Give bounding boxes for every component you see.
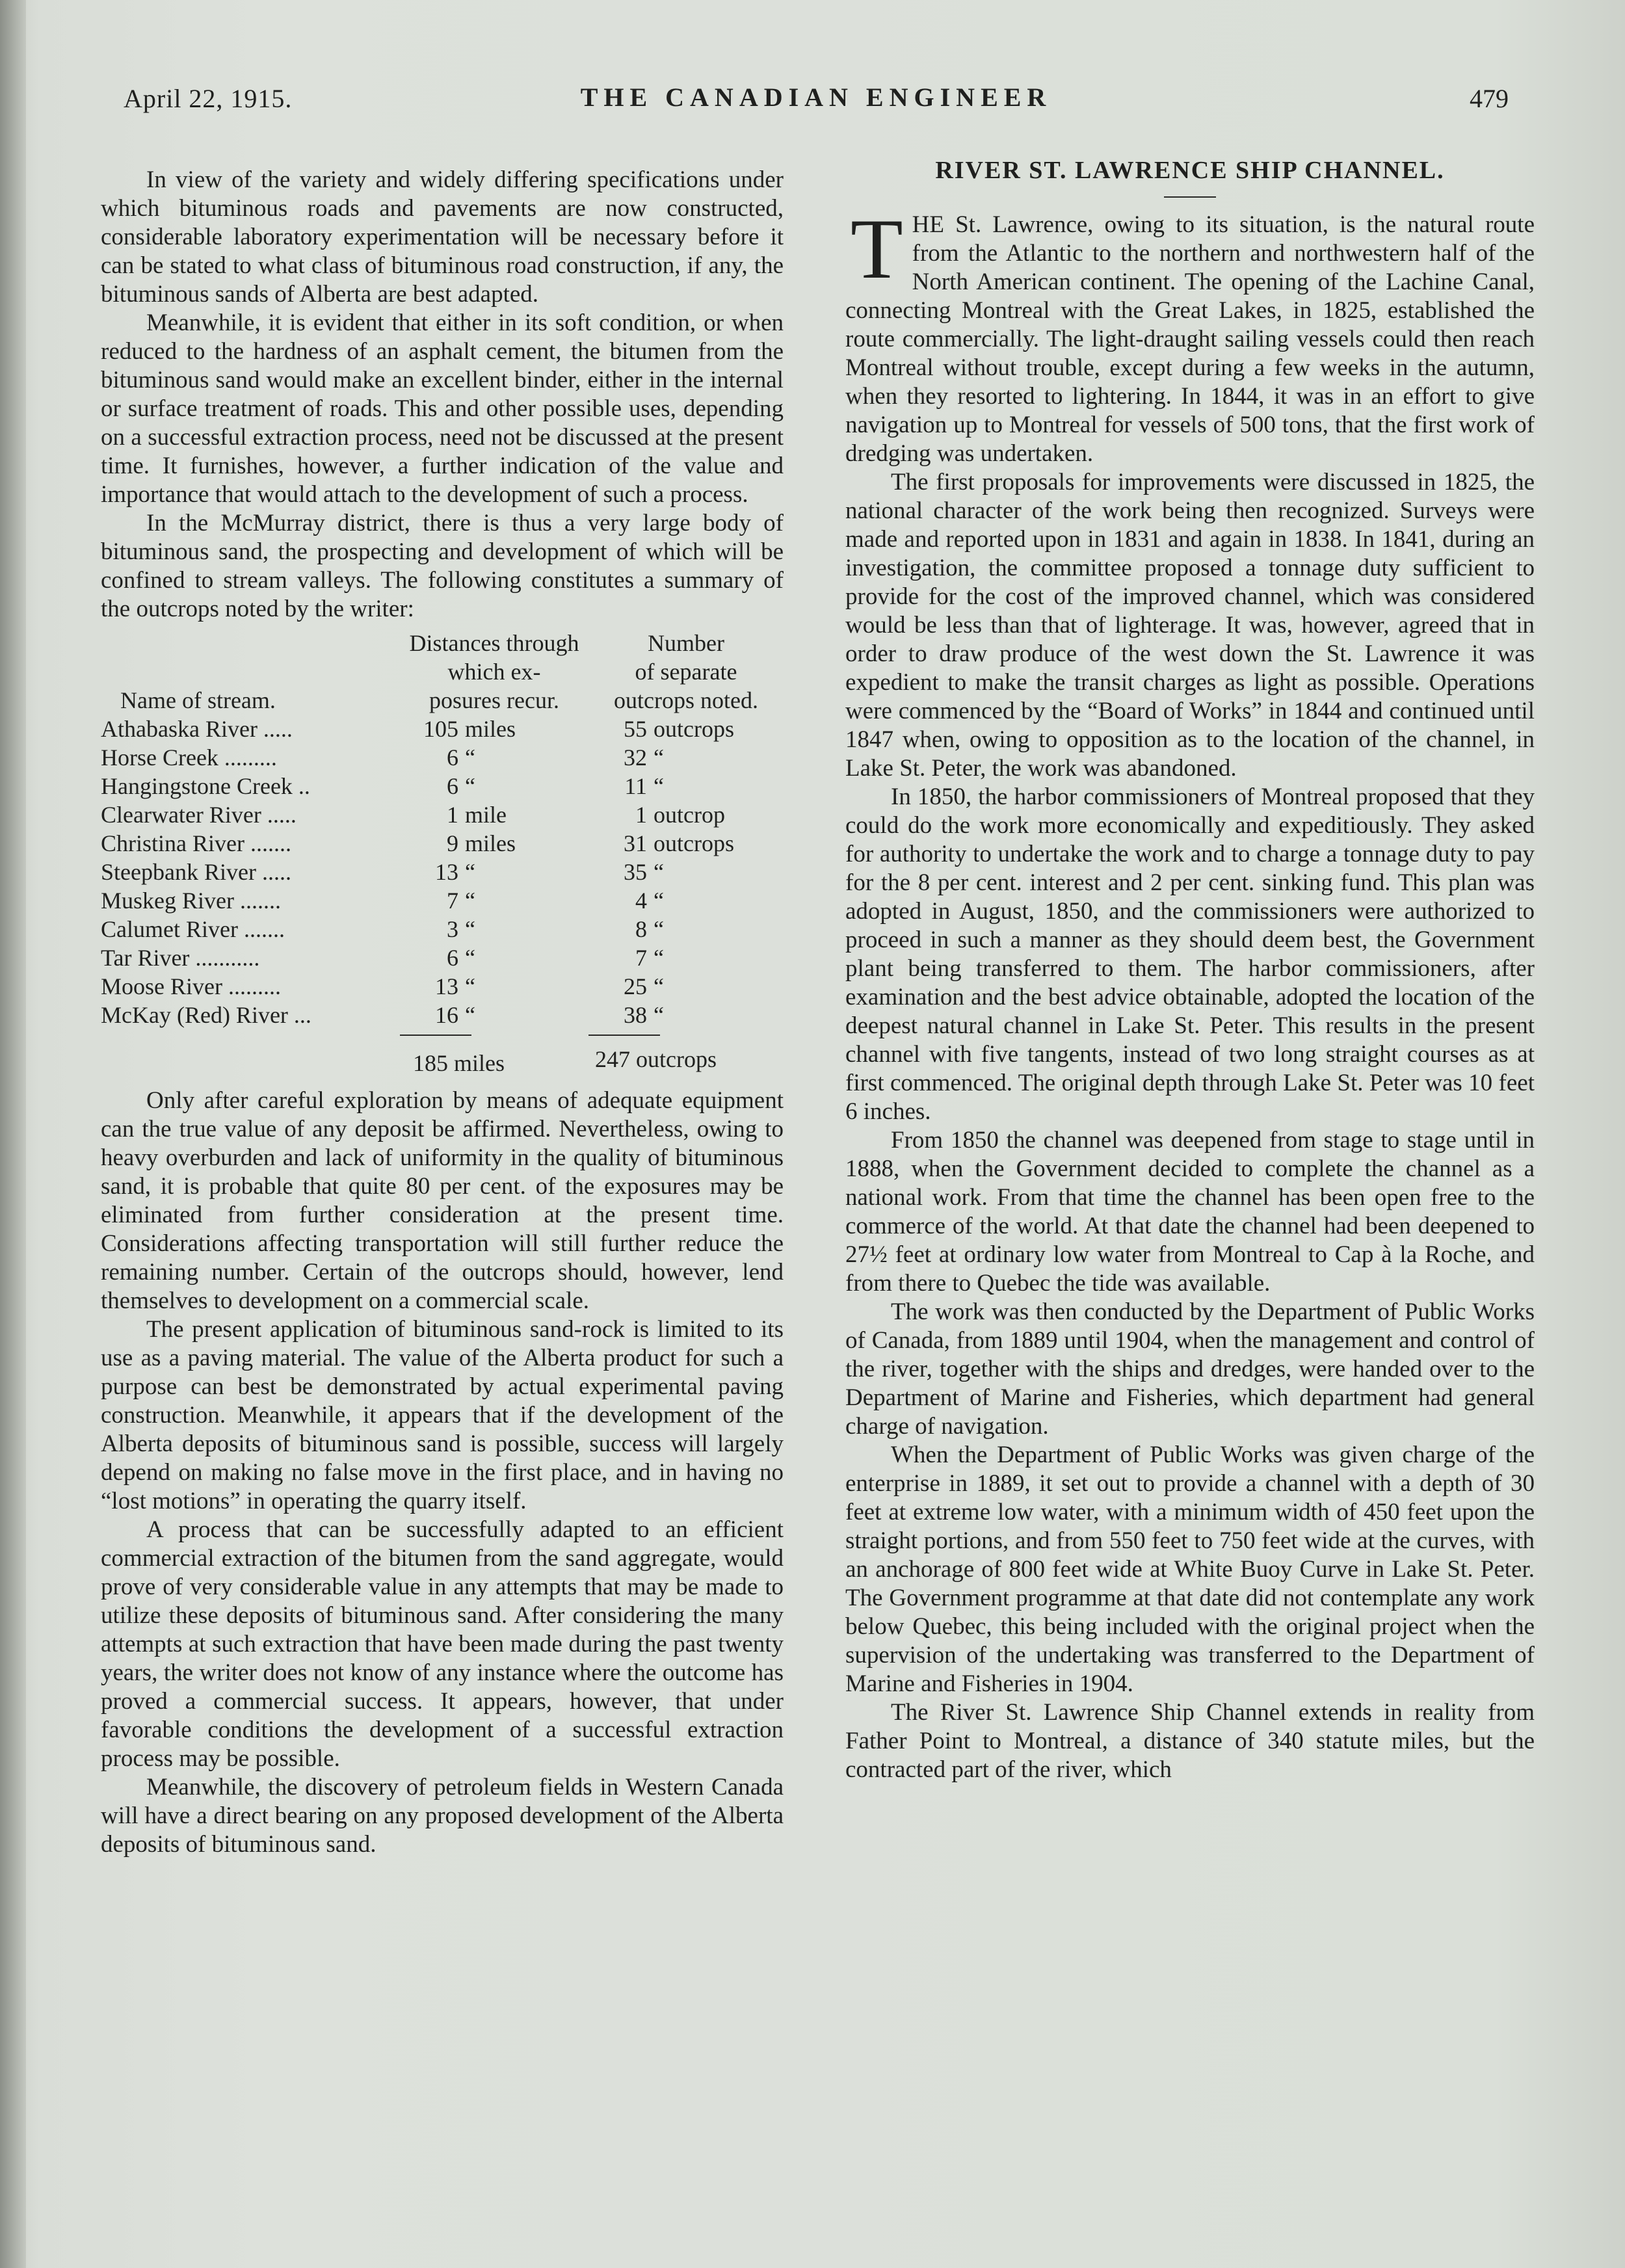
table-row <box>101 715 784 743</box>
outcrop-unit: “ <box>654 745 664 771</box>
outcrop-unit: outcrop <box>654 802 725 828</box>
lead-paragraph-text: HE St. Lawrence, owing to its situation, is the natural route from the Atlantic to the northern and northwestern half of the North American continent. The opening of the Lachine Canal, connecting Montreal with the Great Lakes, in 1825, established the route commercially. The light-draught sailing vessels could then reach Montreal without trouble, except during a few weeks in the autumn, when they resorted to lightering. In 1844, it was in an effort to give navigation up to Montreal for vessels of 500 tons, that the first work of dredging was undertaken. <box>845 211 1535 467</box>
paragraph: The River St. Lawrence Ship Channel extends in reality from Father Point to Montreal, a distance of 340 statute miles, but the contracted part of the river, which <box>845 1699 1535 1783</box>
header-stream-name: Name of stream. <box>120 687 276 713</box>
table-row <box>101 943 784 972</box>
distance-unit: miles <box>465 716 516 742</box>
distance-value: 6 <box>447 773 458 799</box>
outcrop-summary-table <box>101 629 784 1080</box>
distance-unit: miles <box>465 830 516 856</box>
table-row <box>101 972 784 1001</box>
outcrop-count: 4 <box>635 888 647 914</box>
stream-name: Horse Creek ......... <box>101 745 277 771</box>
right-column <box>845 156 1535 1784</box>
table-row <box>101 743 784 772</box>
journal-title: THE CANADIAN ENGINEER <box>580 83 1052 112</box>
total-rule-distance <box>400 1035 471 1036</box>
distance-unit: “ <box>465 859 475 885</box>
table-body <box>101 715 784 1029</box>
distance-value: 6 <box>447 945 458 971</box>
article-title: RIVER ST. LAWRENCE SHIP CHANNEL. <box>935 157 1445 184</box>
distance-unit: “ <box>465 1002 475 1028</box>
paragraph: In 1850, the harbor commissioners of Montreal proposed that they could do the work more economically and expeditiously. They asked for authority to undertake the work and to charge a tonnage duty to pay for the 8 per cent. interest and 2 per cent. sinking fund. This plan was adopted in August, 1850, and the commissioners were authorized to proceed in such a manner as they should deem best, the Government plant being transferred to them. The harbor commissioners, after examination and the best advice obtainable, adopted the location of the deepest natural channel in Lake St. Peter. This results in the present channel with five tangents, instead of two long straight courses as at first commenced. The original depth through Lake St. Peter was 10 feet 6 inches. <box>845 784 1535 1125</box>
header-outcrop-count: Number of separate outcrops noted. <box>614 630 758 713</box>
distance-value: 3 <box>447 916 458 942</box>
outcrop-unit: outcrops <box>654 830 734 856</box>
paragraph: A process that can be successfully adapted to an efficient commercial extraction of the bitumen from the sand aggregate, would prove of very considerable value in any attempts that may be made to utilize these deposits of bituminous sand. After considering the many attempts at such extraction that have been made during the past twenty years, the writer does not know of any instance where the outcome has proved a commercial success. It appears, however, that under favorable conditions the development of a successful extraction process may be possible. <box>101 1516 784 1772</box>
distance-unit: “ <box>465 745 475 771</box>
title-rule <box>1164 196 1216 198</box>
distance-value: 6 <box>447 745 458 771</box>
distance-unit: “ <box>465 888 475 914</box>
paragraph: The first proposals for improvements were discussed in 1825, the national character of the work being then recognized. Surveys were made and reported upon in 1831 and again in 1838. In 1841, during an investigation, the committee proposed a tonnage duty sufficient to provide for the cost of the improved channel, which was considered would be less than that of lighterage. It was, however, agreed that in order to draw produce of the west down the St. Lawrence it was expedient to make the transit charges as light as possible. Operations were commenced by the “Board of Works” in 1844 and continued until 1847 when, owing to opposition as to the location of the channel, in Lake St. Peter, the work was abandoned. <box>845 469 1535 782</box>
paragraph: In the McMurray district, there is thus a very large body of bituminous sand, the prospecting and development of which will be confined to stream valleys. The following constitutes a summary of the outcrops noted by the writer: <box>101 510 784 622</box>
total-distance: 185 miles <box>413 1050 505 1076</box>
outcrop-count: 55 <box>624 716 647 742</box>
distance-unit: mile <box>465 802 507 828</box>
distance-value: 13 <box>435 859 458 885</box>
table-row <box>101 800 784 829</box>
outcrop-unit: outcrops <box>654 716 734 742</box>
stream-name: Tar River ........... <box>101 945 260 971</box>
stream-name: Athabaska River ..... <box>101 716 293 742</box>
header-distance: Distances through which ex- posures recur. <box>409 630 579 713</box>
paragraph: Meanwhile, the discovery of petroleum fields in Western Canada will have a direct bearing on any proposed development of the Alberta deposits of bituminous sand. <box>101 1774 784 1858</box>
drop-cap: T <box>851 201 903 297</box>
paragraph: When the Department of Public Works was given charge of the enterprise in 1889, it set out to provide a channel with a depth of 30 feet at extreme low water, with a minimum width of 450 feet upon the straight portions, and from 550 feet to 750 feet wide at the curves, with an anchorage of 800 feet wide at White Buoy Curve in Lake St. Peter. The Government programme at that date did not contemplate any work below Quebec, this being included with the original project when the supervision of the undertaking was transferred to the Department of Marine and Fisheries in 1904. <box>845 1442 1535 1697</box>
distance-unit: “ <box>465 916 475 942</box>
table-row <box>101 915 784 943</box>
paragraph: Only after careful exploration by means of adequate equipment can the true value of any deposit be affirmed. Nevertheless, owing to heavy overburden and lack of uniformity in the quality of bituminous sand, it is probable that quite 80 per cent. of the exposures may be eliminated from further consideration at the present time. Considerations affecting transportation will still further reduce the remaining number. Certain of the outcrops should, however, lend themselves to development on a commercial scale. <box>101 1087 784 1314</box>
paragraph: Meanwhile, it is evident that either in its soft condition, or when reduced to the hardness of an asphalt cement, the bitumen from the bituminous sand would make an excellent binder, either in the internal or surface treatment of roads. This and other possible uses, depending on a successful extraction process, need not be discussed at the present time. It furnishes, however, a further indication of the value and importance that would attach to the development of such a process. <box>101 310 784 508</box>
distance-value: 105 <box>423 716 458 742</box>
outcrop-count: 1 <box>635 802 647 828</box>
outcrop-count: 25 <box>624 973 647 999</box>
paragraph: The work was then conducted by the Department of Public Works of Canada, from 1889 until 1904, when the management and control of the river, together with the ships and dredges, were handed over to the Department of Marine and Fisheries, which department had general charge of navigation. <box>845 1299 1535 1440</box>
distance-unit: “ <box>465 945 475 971</box>
outcrop-count: 7 <box>635 945 647 971</box>
stream-name: Clearwater River ..... <box>101 802 297 828</box>
distance-unit: “ <box>465 773 475 799</box>
distance-value: 1 <box>447 802 458 828</box>
outcrop-count: 8 <box>635 916 647 942</box>
distance-value: 9 <box>447 830 458 856</box>
paragraph: The present application of bituminous sand-rock is limited to its use as a paving material. The value of the Alberta product for such a purpose can best be demonstrated by actual experimental paving construction. Meanwhile, it appears that if the development of the Alberta deposits of bituminous sand is possible, success will largely depend on making no false move in the first place, and in having no “lost motions” in operating the quarry itself. <box>101 1316 784 1514</box>
table-row <box>101 886 784 915</box>
stream-name: Steepbank River ..... <box>101 859 291 885</box>
stream-name: Moose River ......... <box>101 973 281 999</box>
stream-name: Christina River ....... <box>101 830 291 856</box>
table-header <box>101 629 784 715</box>
page-binding-shadow <box>0 0 26 2268</box>
distance-value: 7 <box>447 888 458 914</box>
table-row <box>101 829 784 858</box>
outcrop-unit: “ <box>654 916 664 942</box>
outcrop-count: 11 <box>624 773 647 799</box>
outcrop-unit: “ <box>654 1002 664 1028</box>
distance-value: 16 <box>435 1002 458 1028</box>
outcrop-unit: “ <box>654 773 664 799</box>
table-row <box>101 858 784 886</box>
outcrop-unit: “ <box>654 973 664 999</box>
paragraph: In view of the variety and widely differing specifications under which bituminous roads and pavements are now constructed, considerable laboratory experimentation will be necessary before it can be stated to what class of bituminous road construction, if any, the bituminous sands of Alberta are best adapted. <box>101 166 784 308</box>
outcrop-unit: “ <box>654 945 664 971</box>
page-header <box>124 78 1509 124</box>
outcrop-count: 35 <box>624 859 647 885</box>
stream-name: Calumet River ....... <box>101 916 285 942</box>
total-rule-outcrops <box>588 1035 660 1036</box>
paragraph: From 1850 the channel was deepened from stage to stage until in 1888, when the Government decided to complete the channel as a national work. From that time the channel has been open free to the commerce of the world. At that date the channel had been deepened to 27½ feet at ordinary low water from Montreal to Cap à la Roche, and from there to Quebec the tide was available. <box>845 1127 1535 1297</box>
table-row <box>101 772 784 800</box>
outcrop-count: 32 <box>624 745 647 771</box>
outcrop-count: 38 <box>624 1002 647 1028</box>
issue-date: April 22, 1915. <box>124 84 293 113</box>
page-number: 479 <box>1470 84 1509 113</box>
table-row <box>101 1001 784 1029</box>
total-outcrops: 247 outcrops <box>595 1046 717 1072</box>
outcrop-unit: “ <box>654 888 664 914</box>
distance-value: 13 <box>435 973 458 999</box>
table-total-row <box>101 1044 784 1080</box>
outcrop-unit: “ <box>654 859 664 885</box>
total-rules <box>101 1029 784 1044</box>
stream-name: Muskeg River ....... <box>101 888 281 914</box>
stream-name: Hangingstone Creek .. <box>101 773 310 799</box>
distance-unit: “ <box>465 973 475 999</box>
lead-paragraph <box>845 201 1535 468</box>
outcrop-count: 31 <box>624 830 647 856</box>
left-column <box>101 166 784 1859</box>
stream-name: McKay (Red) River ... <box>101 1002 311 1028</box>
